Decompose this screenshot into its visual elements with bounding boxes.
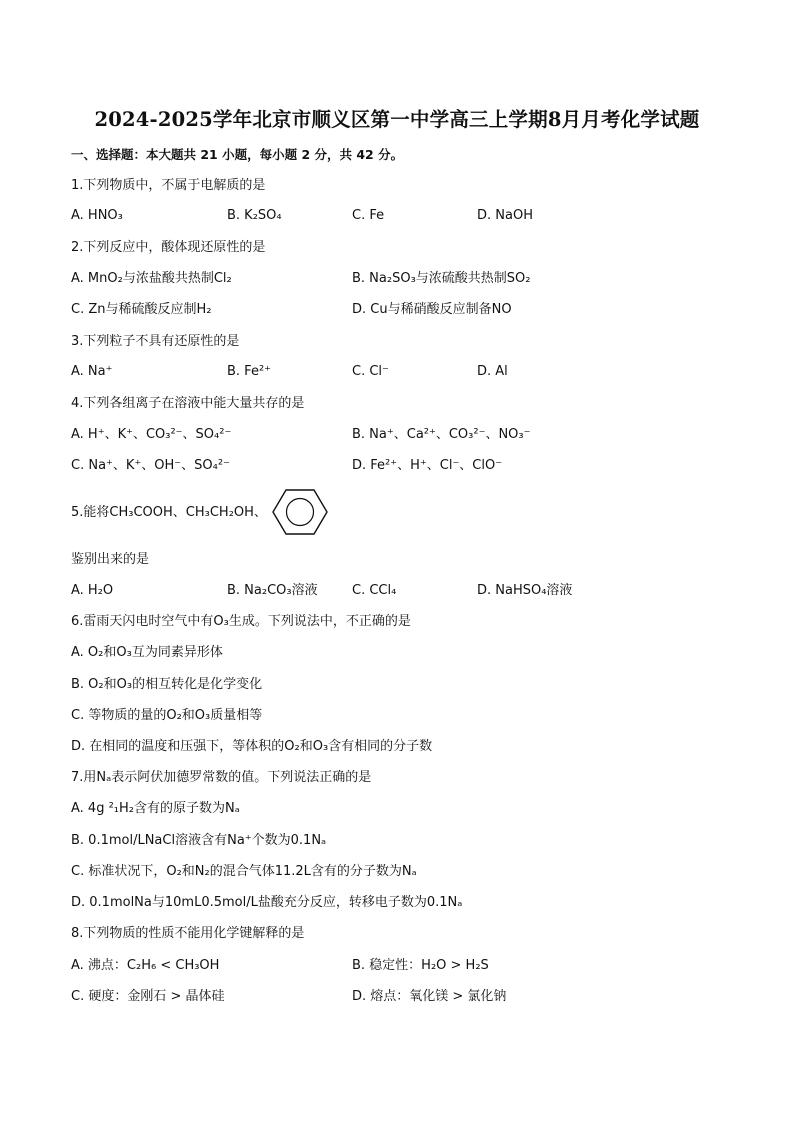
- question-1-stem: 1.下列物质中，不属于电解质的是: [71, 178, 266, 193]
- q6-option-d: D. 在相同的温度和压强下，等体积的O₂和O₃含有相同的分子数: [71, 739, 433, 754]
- q5-option-c: C. CCl₄: [352, 583, 397, 598]
- q2-option-d: D. Cu与稀硝酸反应制备NO: [352, 302, 512, 317]
- q3-option-c: C. Cl⁻: [352, 364, 389, 379]
- q6-option-b: B. O₂和O₃的相互转化是化学变化: [71, 677, 263, 692]
- q6-option-a: A. O₂和O₃互为同素异形体: [71, 645, 223, 660]
- q2-option-c: C. Zn与稀硫酸反应制H₂: [71, 302, 212, 317]
- q8-option-d: D. 熔点：氧化镁 > 氯化钠: [352, 989, 507, 1004]
- q5-option-d: D. NaHSO₄溶液: [477, 583, 573, 598]
- q7-option-c: C. 标准状况下，O₂和N₂的混合气体11.2L含有的分子数为Nₐ: [71, 864, 417, 879]
- question-7-stem: 7.用Nₐ表示阿伏加德罗常数的值。下列说法正确的是: [71, 770, 372, 785]
- q3-option-a: A. Na⁺: [71, 364, 113, 379]
- q4-option-b: B. Na⁺、Ca²⁺、CO₃²⁻、NO₃⁻: [352, 427, 531, 442]
- q4-option-a: A. H⁺、K⁺、CO₃²⁻、SO₄²⁻: [71, 427, 232, 442]
- page-title: 2024-2025学年北京市顺义区第一中学高三上学期8月月考化学试题: [94, 108, 700, 131]
- q2-option-a: A. MnO₂与浓盐酸共热制Cl₂: [71, 271, 232, 286]
- section-heading: 一、选择题：本大题共 21 小题，每小题 2 分，共 42 分。: [71, 147, 404, 162]
- benzene-ring-structure: [272, 488, 328, 536]
- question-3-stem: 3.下列粒子不具有还原性的是: [71, 334, 240, 349]
- q8-option-b: B. 稳定性：H₂O > H₂S: [352, 958, 489, 973]
- q7-option-b: B. 0.1mol/LNaCl溶液含有Na⁺个数为0.1Nₐ: [71, 833, 327, 848]
- q8-option-a: A. 沸点：C₂H₆ < CH₃OH: [71, 958, 220, 973]
- q7-option-d: D. 0.1molNa与10mL0.5mol/L盐酸充分反应，转移电子数为0.1Nₐ: [71, 895, 463, 910]
- q3-option-d: D. Al: [477, 364, 508, 379]
- question-2-stem: 2.下列反应中，酸体现还原性的是: [71, 240, 266, 255]
- q1-option-d: D. NaOH: [477, 208, 533, 223]
- q3-option-b: B. Fe²⁺: [227, 364, 272, 379]
- question-8-stem: 8.下列物质的性质不能用化学键解释的是: [71, 926, 305, 941]
- q2-option-b: B. Na₂SO₃与浓硫酸共热制SO₂: [352, 271, 531, 286]
- q4-option-d: D. Fe²⁺、H⁺、Cl⁻、ClO⁻: [352, 458, 503, 473]
- question-5-stem: 5.能将CH₃COOH、CH₃CH₂OH、: [71, 505, 267, 520]
- question-5-stem-continued: 鉴别出来的是: [71, 552, 150, 567]
- q6-option-c: C. 等物质的量的O₂和O₃质量相等: [71, 708, 263, 723]
- q5-option-b: B. Na₂CO₃溶液: [227, 583, 318, 598]
- q8-option-c: C. 硬度：金刚石 > 晶体硅: [71, 989, 225, 1004]
- q1-option-b: B. K₂SO₄: [227, 208, 282, 223]
- question-4-stem: 4.下列各组离子在溶液中能大量共存的是: [71, 396, 305, 411]
- q5-option-a: A. H₂O: [71, 583, 114, 598]
- q4-option-c: C. Na⁺、K⁺、OH⁻、SO₄²⁻: [71, 458, 230, 473]
- q7-option-a: A. 4g ²₁H₂含有的原子数为Nₐ: [71, 801, 240, 816]
- q1-option-a: A. HNO₃: [71, 208, 123, 223]
- q1-option-c: C. Fe: [352, 208, 385, 223]
- question-6-stem: 6.雷雨天闪电时空气中有O₃生成。下列说法中，不正确的是: [71, 614, 411, 629]
